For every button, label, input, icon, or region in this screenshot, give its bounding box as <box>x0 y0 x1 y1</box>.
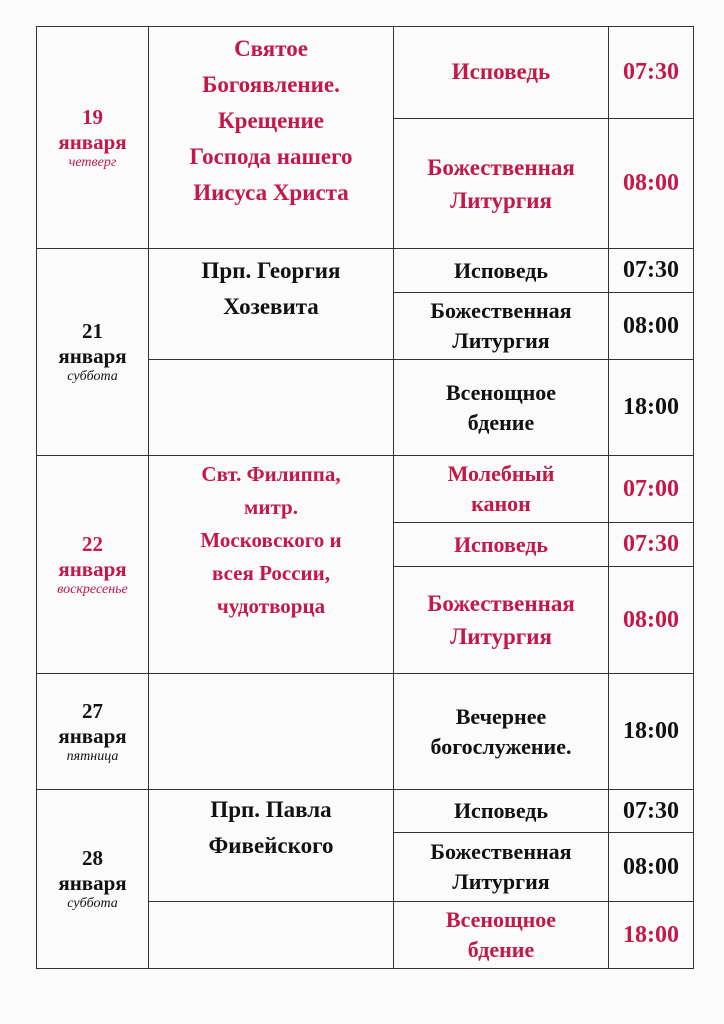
date-number: 21 <box>82 319 103 343</box>
service-time <box>609 456 693 522</box>
date-cell <box>37 456 148 673</box>
rule <box>36 968 693 969</box>
time-value: 08:00 <box>623 170 679 196</box>
date-cell <box>37 27 148 248</box>
date-cell <box>37 790 148 968</box>
service-line: бдение <box>467 409 535 435</box>
service-time <box>609 833 693 901</box>
service-line: Молебный <box>447 461 555 486</box>
service-line: канон <box>471 491 531 516</box>
feast-line: митр. <box>244 495 298 519</box>
service-line: Литургия <box>452 328 550 353</box>
time-value: 07:30 <box>623 531 679 557</box>
date-number: 19 <box>82 104 103 129</box>
service-name <box>394 119 608 248</box>
feast-cell <box>149 456 393 673</box>
feast-line: Богоявление. <box>202 72 340 97</box>
service-name <box>394 567 608 673</box>
feast-line: Свт. Филиппа, <box>201 462 341 486</box>
feast-line: Господа нашего <box>189 144 353 169</box>
service-name <box>394 833 608 901</box>
service-line: Литургия <box>452 869 550 894</box>
service-name <box>394 456 608 522</box>
date-month: января <box>58 556 127 581</box>
date-cell <box>37 674 148 789</box>
time-value: 07:30 <box>623 257 679 283</box>
service-time <box>609 27 693 118</box>
service-line: богослужение. <box>430 733 572 759</box>
date-number: 22 <box>82 531 103 556</box>
date-month: января <box>58 129 127 154</box>
service-line: Литургия <box>450 187 552 213</box>
feast-line: Хозевита <box>223 294 319 319</box>
service-name <box>394 790 608 832</box>
time-value: 08:00 <box>623 312 679 339</box>
feast-line: всея России, <box>211 561 330 585</box>
service-line: Всенощное <box>445 379 557 405</box>
weekday: воскресенье <box>57 581 128 597</box>
service-line: Всенощное <box>445 907 557 932</box>
service-line: Литургия <box>450 624 552 649</box>
feast-line: чудотворца <box>216 594 326 618</box>
feast-line: Московского и <box>200 528 342 552</box>
service-time <box>609 523 693 566</box>
service-name <box>394 249 608 292</box>
feast-line: Прп. Павла <box>210 797 332 822</box>
service-line: бдение <box>467 937 535 962</box>
service-time <box>609 674 693 789</box>
date-cell <box>37 249 148 455</box>
feast-cell <box>149 27 393 248</box>
feast-line: Святое <box>234 36 308 61</box>
service-time <box>609 360 693 455</box>
time-value: 07:00 <box>623 475 679 502</box>
service-line: Исповедь <box>451 59 551 84</box>
time-value: 08:00 <box>623 606 679 633</box>
feast-cell <box>149 790 393 901</box>
feast-line: Иисуса Христа <box>193 180 349 205</box>
service-name <box>394 293 608 359</box>
service-name <box>394 674 608 789</box>
feast-line: Фивейского <box>208 833 334 858</box>
service-line: Исповедь <box>453 257 549 283</box>
service-name <box>394 27 608 118</box>
weekday: суббота <box>67 896 118 911</box>
weekday: пятница <box>66 748 119 764</box>
service-time <box>609 902 693 968</box>
time-value: 18:00 <box>623 921 679 948</box>
service-time <box>609 119 693 248</box>
time-value: 07:30 <box>623 797 679 824</box>
time-value: 07:30 <box>623 59 679 85</box>
service-line: Исповедь <box>453 531 549 557</box>
service-line: Божественная <box>430 839 572 864</box>
service-line: Вечернее <box>455 703 547 729</box>
service-line: Божественная <box>427 154 575 180</box>
date-month: января <box>58 723 127 748</box>
time-value: 18:00 <box>623 394 679 420</box>
service-name <box>394 523 608 566</box>
date-month: января <box>58 344 127 368</box>
service-time <box>609 567 693 673</box>
weekday: четверг <box>68 154 117 170</box>
service-name <box>394 902 608 968</box>
weekday: суббота <box>67 369 118 384</box>
time-value: 18:00 <box>623 718 679 744</box>
time-value: 08:00 <box>623 853 679 880</box>
rule <box>693 26 694 969</box>
feast-cell <box>149 249 393 359</box>
service-line: Божественная <box>430 298 572 323</box>
service-name <box>394 360 608 455</box>
feast-line: Крещение <box>217 108 324 133</box>
date-number: 28 <box>82 846 103 870</box>
feast-line: Прп. Георгия <box>201 258 341 283</box>
service-time <box>609 293 693 359</box>
service-time <box>609 249 693 292</box>
date-number: 27 <box>82 698 103 723</box>
service-line: Исповедь <box>453 798 549 823</box>
service-line: Божественная <box>427 591 575 616</box>
service-time <box>609 790 693 832</box>
date-month: января <box>58 871 127 895</box>
